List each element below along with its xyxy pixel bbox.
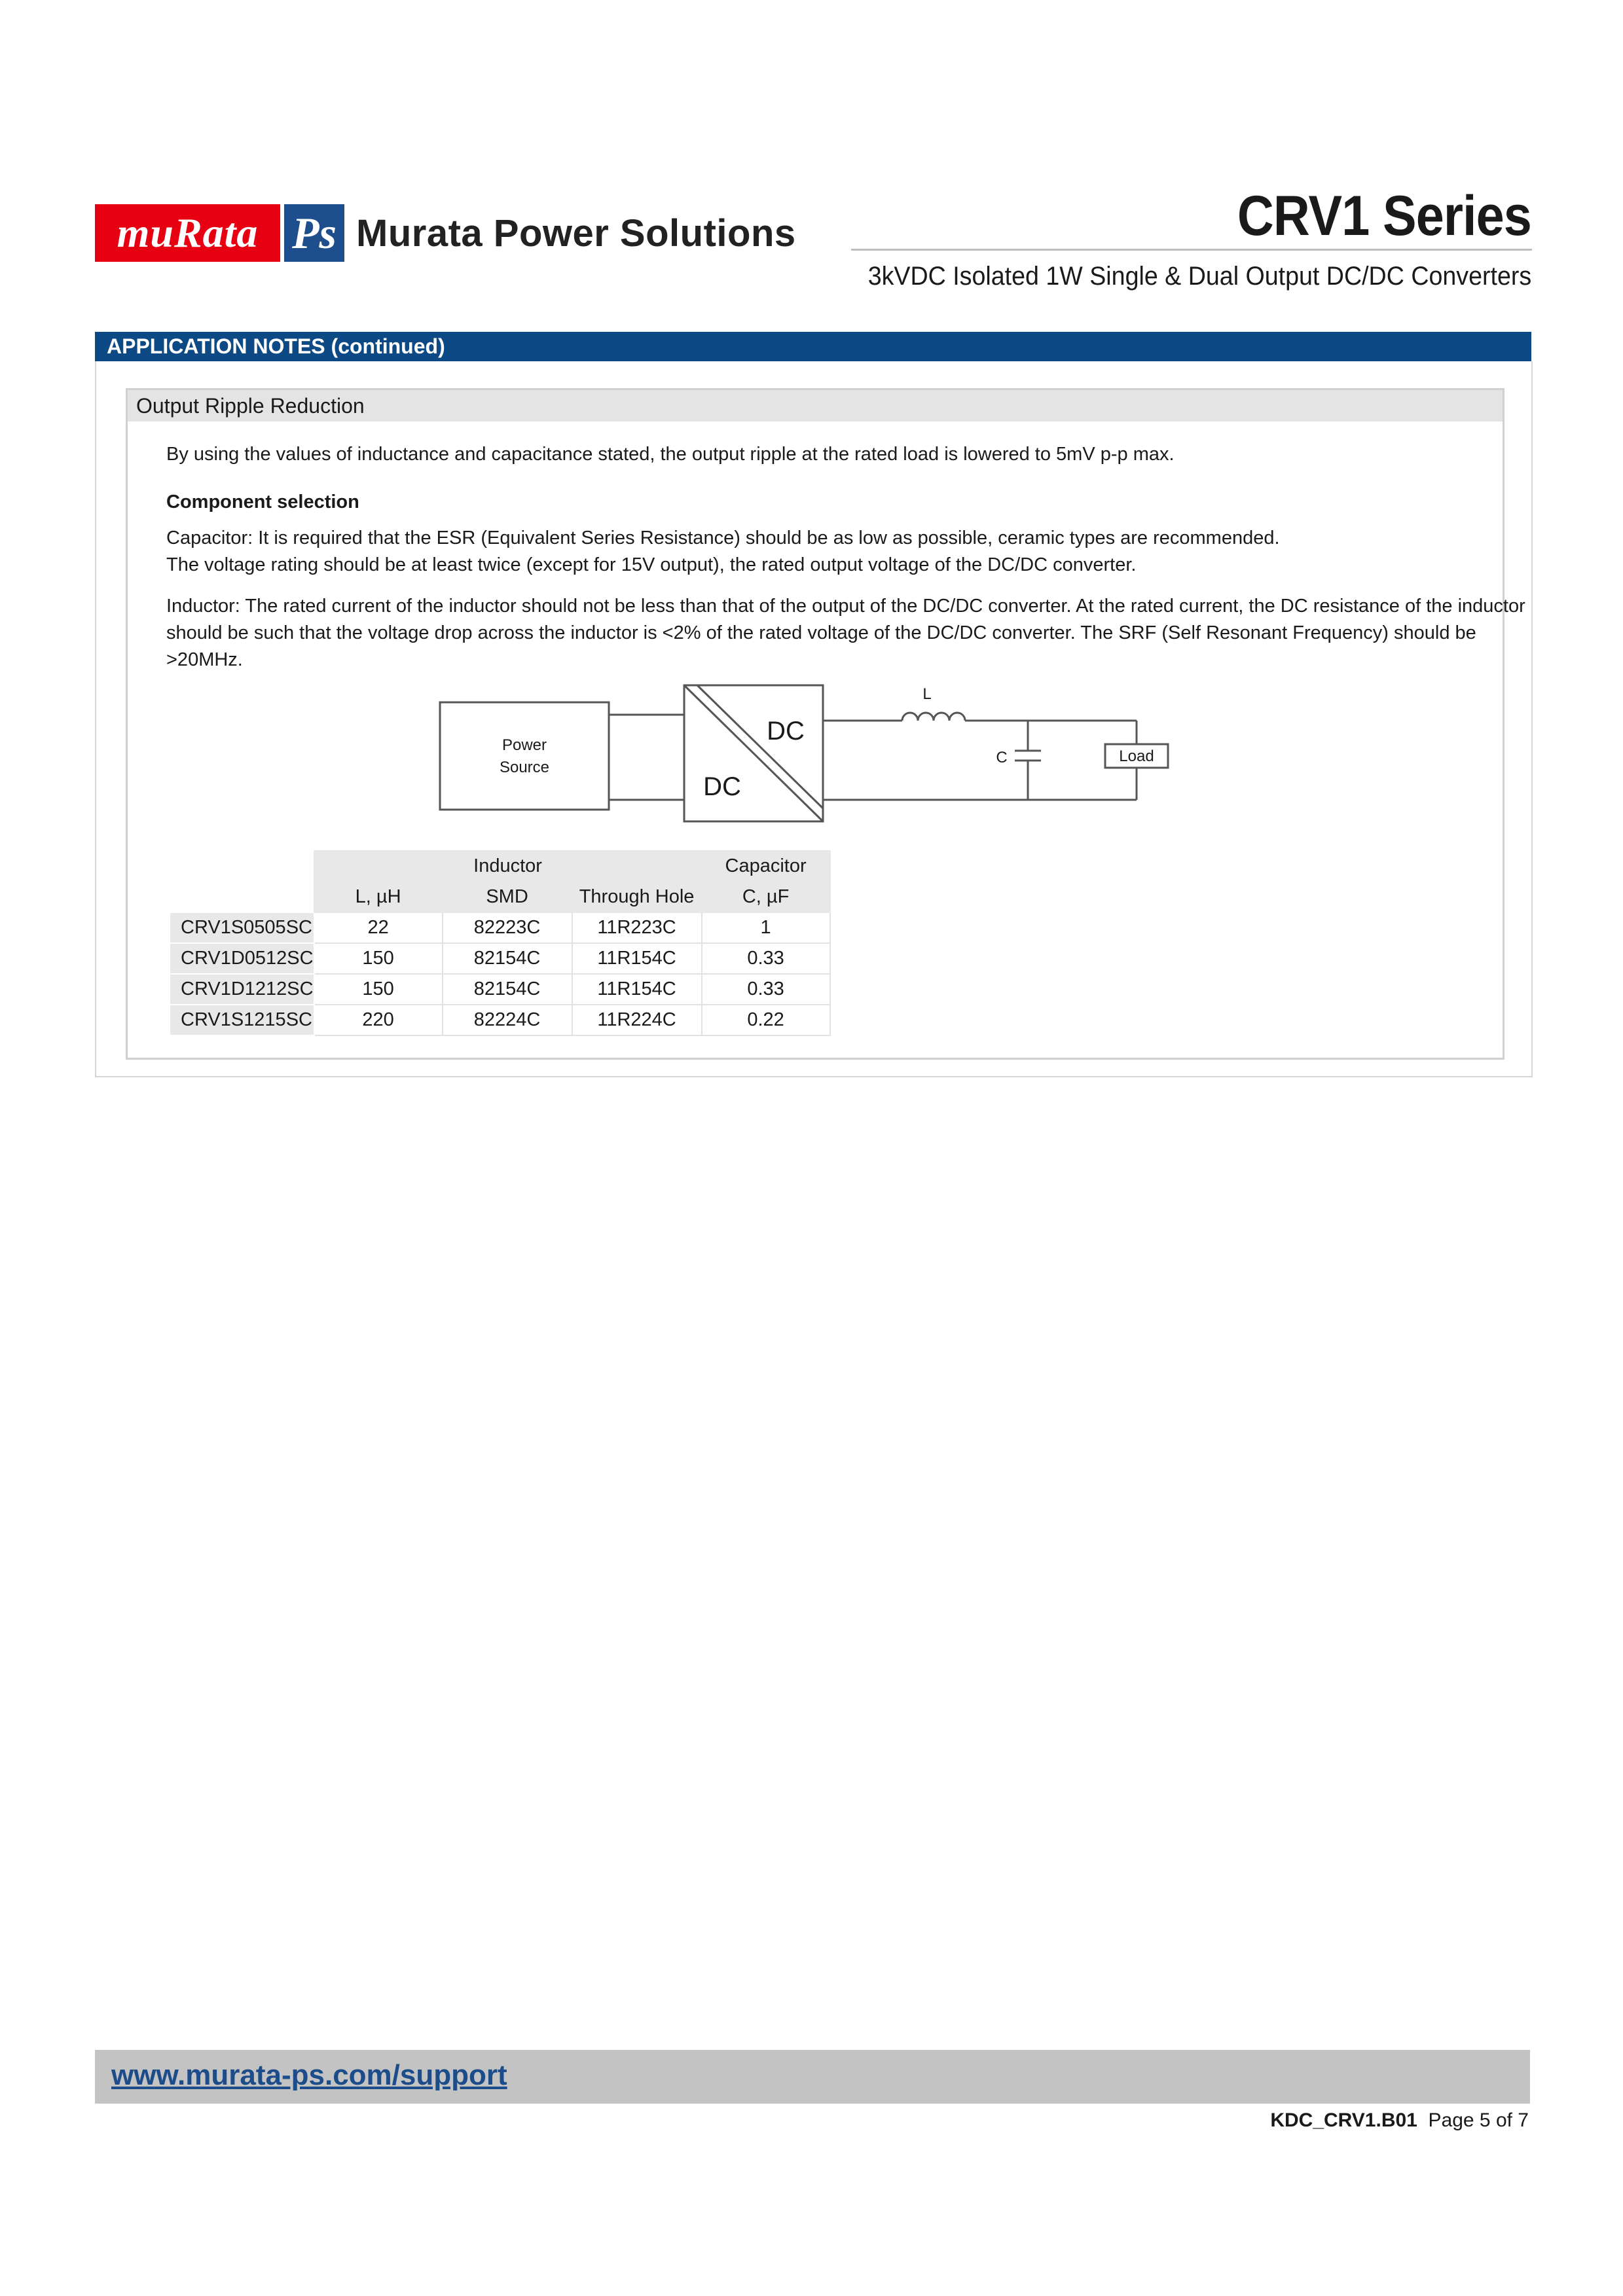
ps-logo: Ps bbox=[284, 204, 344, 262]
power-source-box bbox=[440, 702, 609, 810]
murata-logo: muRata bbox=[95, 204, 280, 262]
table-row-label: CRV1D1212SC bbox=[170, 974, 314, 1005]
table-cell: 220 bbox=[314, 1005, 443, 1035]
capacitor-label: C bbox=[996, 749, 1008, 766]
table-cell: 82154C bbox=[443, 943, 572, 974]
table-row bbox=[170, 912, 830, 943]
component-table bbox=[169, 850, 831, 1036]
support-link[interactable]: www.murata-ps.com/support bbox=[111, 2059, 507, 2091]
page-subtitle: 3kVDC Isolated 1W Single & Dual Output DC/DC Converters bbox=[867, 262, 1531, 291]
table-row-label: CRV1S1215SC bbox=[170, 1005, 314, 1035]
table-header-cell: Capacitor bbox=[702, 851, 830, 882]
panel-title: Output Ripple Reduction bbox=[136, 394, 365, 418]
table-cell: 0.33 bbox=[702, 974, 830, 1005]
table-header-row-1 bbox=[170, 851, 830, 882]
table-corner bbox=[170, 851, 314, 882]
section-title: APPLICATION NOTES (continued) bbox=[107, 334, 445, 358]
dc-output-label: DC bbox=[767, 717, 805, 745]
table-cell: 1 bbox=[702, 912, 830, 943]
table-header-cell: SMD bbox=[443, 882, 572, 912]
table-header-row-2 bbox=[170, 882, 830, 912]
inductor-text-2: should be such that the voltage drop across the inductor is <2% of the rated voltage of the DC/DC converter. The SRF (Self Resonant Frequency) should be bbox=[166, 622, 1476, 643]
filter-circuit-diagram bbox=[0, 0, 1623, 851]
table-cell: 82223C bbox=[443, 912, 572, 943]
table-cell: 150 bbox=[314, 974, 443, 1005]
table-cell: 82154C bbox=[443, 974, 572, 1005]
inductor-coil bbox=[902, 713, 965, 721]
company-name: Murata Power Solutions bbox=[356, 212, 796, 255]
load-label: Load bbox=[1119, 747, 1154, 765]
table-cell: 82224C bbox=[443, 1005, 572, 1035]
page-number bbox=[1270, 2106, 1529, 2135]
table-corner bbox=[170, 882, 314, 912]
table-header-cell bbox=[314, 851, 443, 882]
table-header-cell: C, µF bbox=[702, 882, 830, 912]
table-cell: 0.33 bbox=[702, 943, 830, 974]
intro-text: By using the values of inductance and capacitance stated, the output ripple at the rated load is lowered to 5mV p-p max. bbox=[166, 444, 1175, 465]
component-heading: Component selection bbox=[166, 492, 359, 512]
table-cell: 11R224C bbox=[572, 1005, 702, 1035]
capacitor-text-1: Capacitor: It is required that the ESR (Equivalent Series Resistance) should be as low as possible, ceramic types are recommended. bbox=[166, 528, 1280, 548]
table-row bbox=[170, 974, 830, 1005]
table-header-cell: L, µH bbox=[314, 882, 443, 912]
table-header-cell: Through Hole bbox=[572, 882, 702, 912]
power-source-label-2: Source bbox=[499, 759, 550, 776]
table-row-label: CRV1S0505SC bbox=[170, 912, 314, 943]
inductor-text-1: Inductor: The rated current of the inductor should not be less than that of the output of the DC/DC converter. At the rated current, the DC resistance of the inductor bbox=[166, 596, 1525, 617]
table-cell: 11R154C bbox=[572, 974, 702, 1005]
page-count: Page 5 of 7 bbox=[1428, 2109, 1529, 2131]
table-cell: 150 bbox=[314, 943, 443, 974]
table-cell: 22 bbox=[314, 912, 443, 943]
series-title: CRV1 Series bbox=[1237, 185, 1531, 247]
table-header-cell bbox=[443, 851, 702, 882]
inductor-text-3: >20MHz. bbox=[166, 649, 243, 670]
inductor-label: L bbox=[922, 685, 932, 703]
table-row bbox=[170, 943, 830, 974]
table-cell: 11R223C bbox=[572, 912, 702, 943]
table-row-label: CRV1D0512SC bbox=[170, 943, 314, 974]
table-cell: 11R154C bbox=[572, 943, 702, 974]
inductor-header: Inductor bbox=[473, 855, 542, 876]
dc-input-label: DC bbox=[703, 772, 741, 801]
doc-id: KDC_CRV1.B01 bbox=[1270, 2109, 1417, 2131]
power-source-label-1: Power bbox=[501, 736, 547, 754]
capacitor-text-2: The voltage rating should be at least twice (except for 15V output), the rated output voltage of the DC/DC converter. bbox=[166, 554, 1137, 575]
table-cell: 0.22 bbox=[702, 1005, 830, 1035]
table-row bbox=[170, 1005, 830, 1035]
